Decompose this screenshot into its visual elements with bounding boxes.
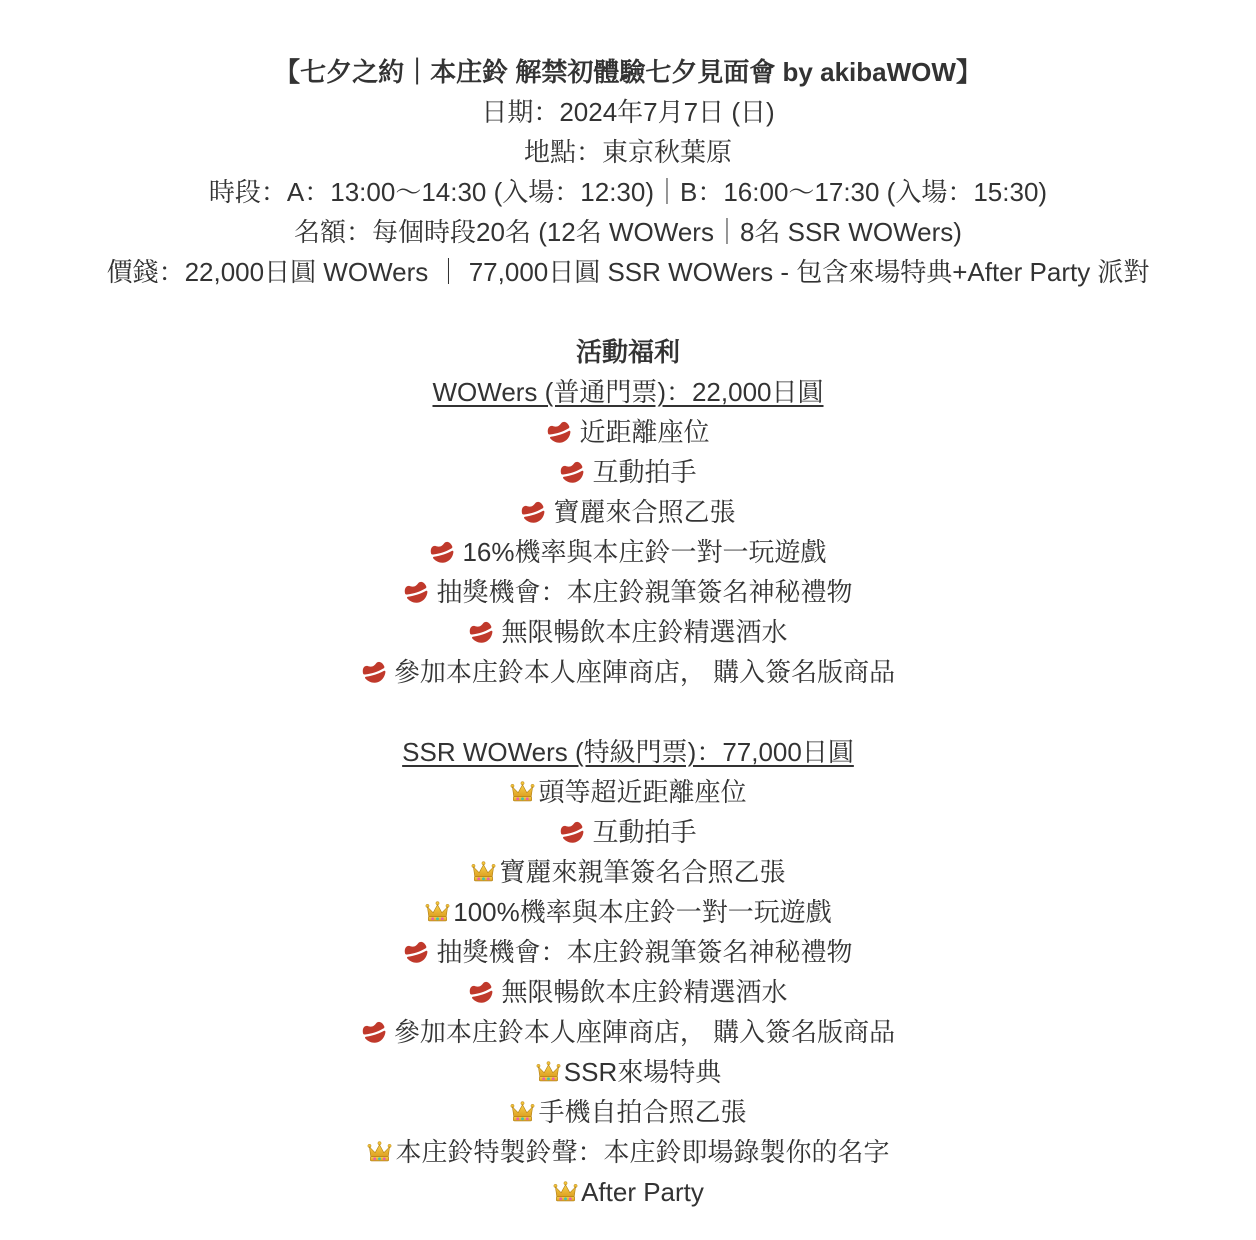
benefit-text: 本庄鈴特製鈴聲：本庄鈴即場錄製你的名字	[395, 1137, 890, 1167]
crown-icon	[366, 1137, 393, 1177]
benefit-text: 手機自拍合照乙張	[538, 1097, 747, 1127]
event-sessions: 時段：A：13:00〜14:30 (入場：12:30)｜B：16:00〜17:30 (入場：15:30)	[208, 177, 1048, 207]
crown-icon	[509, 777, 536, 817]
benefit-text: 寶麗來合照乙張	[553, 497, 736, 527]
benefit-item	[0, 412, 1256, 452]
kiss-icon	[520, 497, 547, 537]
tier-wowers	[0, 372, 1256, 412]
section-gap	[0, 292, 1256, 332]
kiss-icon	[403, 577, 430, 617]
benefit-text: 100%機率與本庄鈴一對一玩遊戲	[453, 897, 832, 927]
benefit-text: 頭等超近距離座位	[538, 777, 747, 807]
benefit-text: 抽獎機會：本庄鈴親筆簽名神秘禮物	[436, 577, 853, 607]
benefit-item	[0, 572, 1256, 612]
benefit-item	[0, 1052, 1256, 1092]
benefit-item	[0, 492, 1256, 532]
benefit-text: 16%機率與本庄鈴一對一玩遊戲	[462, 537, 827, 567]
kiss-icon	[361, 657, 388, 697]
benefit-text: SSR來場特典	[563, 1057, 722, 1087]
benefit-text: 互動拍手	[592, 817, 697, 847]
benefit-item	[0, 1092, 1256, 1132]
benefit-item	[0, 452, 1256, 492]
benefit-item	[0, 532, 1256, 572]
tier-wowers-heading: WOWers (普通門票)：22,000日圓	[432, 377, 824, 407]
kiss-icon	[468, 617, 495, 657]
benefit-item	[0, 932, 1256, 972]
benefit-text: 無限暢飲本庄鈴精選酒水	[501, 617, 788, 647]
kiss-icon	[546, 417, 573, 457]
benefit-item	[0, 1012, 1256, 1052]
crown-icon	[535, 1057, 562, 1097]
benefit-item	[0, 1132, 1256, 1172]
benefit-text: 參加本庄鈴本人座陣商店， 購入簽名版商品	[393, 657, 896, 687]
kiss-icon	[361, 1017, 388, 1057]
crown-icon	[509, 1097, 536, 1137]
event-price: 價錢：22,000日圓 WOWers ｜ 77,000日圓 SSR WOWers - 包含來場特典+After Party 派對	[106, 257, 1150, 287]
benefit-item	[0, 892, 1256, 932]
event-capacity: 名額：每個時段20名 (12名 WOWers｜8名 SSR WOWers)	[294, 217, 962, 247]
event-location: 地點：東京秋葉原	[523, 137, 732, 167]
kiss-icon	[559, 457, 586, 497]
kiss-icon	[468, 977, 495, 1017]
benefit-item	[0, 612, 1256, 652]
kiss-icon	[559, 817, 586, 857]
benefit-item	[0, 852, 1256, 892]
tier-ssr-wowers	[0, 732, 1256, 772]
crown-icon	[470, 857, 497, 897]
crown-icon	[552, 1177, 579, 1217]
crown-icon	[424, 897, 451, 937]
benefit-item	[0, 972, 1256, 1012]
section-gap	[0, 692, 1256, 732]
benefit-text: 無限暢飲本庄鈴精選酒水	[501, 977, 788, 1007]
benefit-text: 寶麗來親筆簽名合照乙張	[499, 857, 786, 887]
benefit-item	[0, 1172, 1256, 1212]
tier-ssr-wowers-heading: SSR WOWers (特級門票)：77,000日圓	[402, 737, 854, 767]
benefit-text: 參加本庄鈴本人座陣商店， 購入簽名版商品	[393, 1017, 896, 1047]
benefit-text: 互動拍手	[592, 457, 697, 487]
event-date: 日期：2024年7月7日 (日)	[481, 97, 775, 127]
benefit-text: 抽獎機會：本庄鈴親筆簽名神秘禮物	[436, 937, 853, 967]
benefit-item	[0, 812, 1256, 852]
benefits-heading: 活動福利	[575, 337, 680, 367]
event-title: 【七夕之約｜本庄鈴 解禁初體驗七夕見面會 by akibaWOW】	[274, 57, 982, 87]
kiss-icon	[429, 537, 456, 577]
benefit-text: 近距離座位	[579, 417, 710, 447]
benefit-text: After Party	[581, 1177, 704, 1207]
benefit-item	[0, 652, 1256, 692]
kiss-icon	[403, 937, 430, 977]
benefit-item	[0, 772, 1256, 812]
